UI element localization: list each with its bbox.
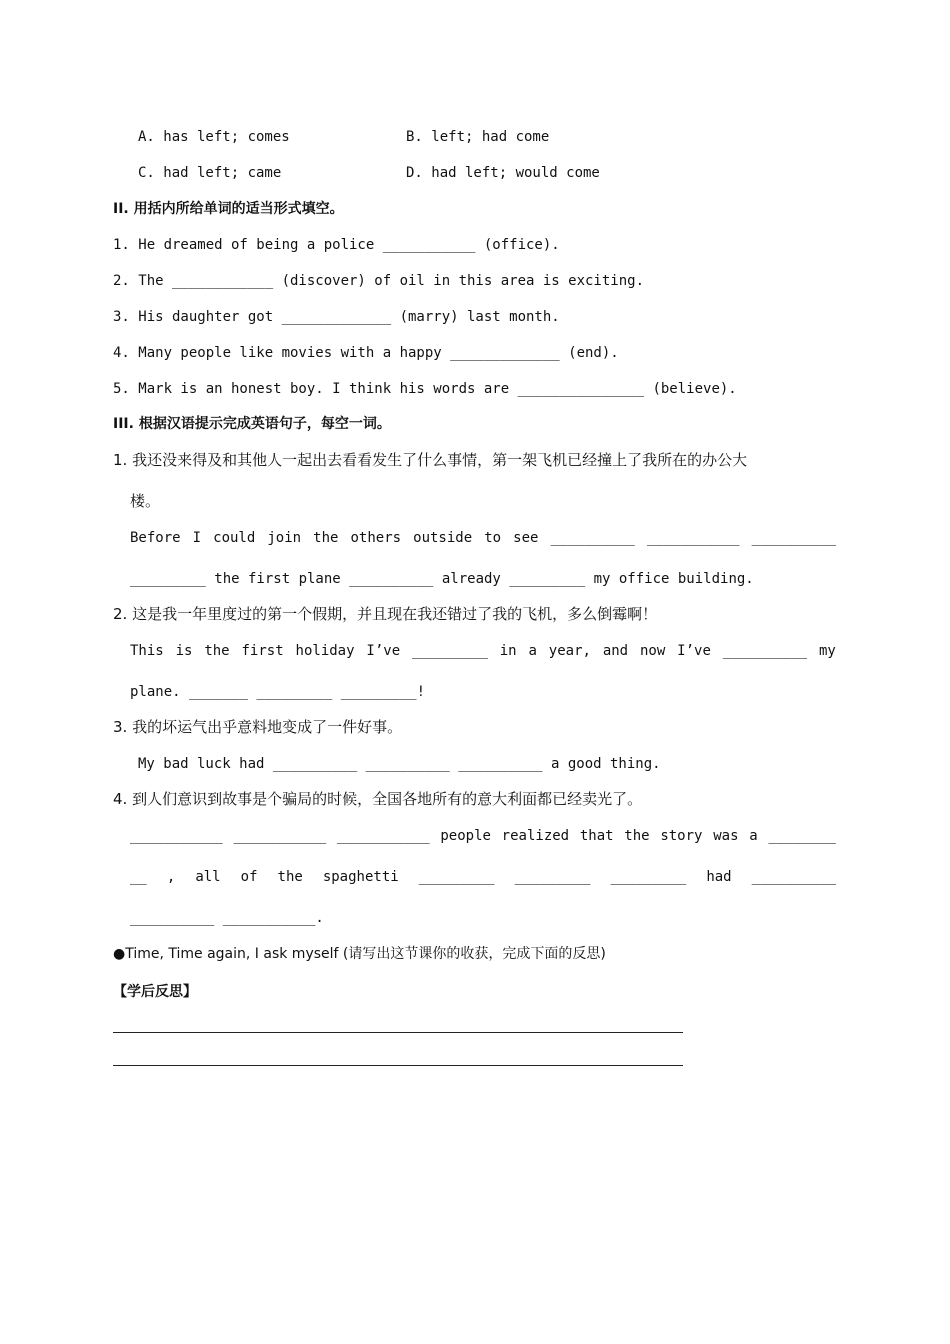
section-2-title: II. 用括内所给单词的适当形式填空。 (113, 201, 344, 217)
word: Before (130, 530, 181, 546)
answer-blank: __________ (751, 530, 836, 546)
section-3-title: III. 根据汉语提示完成英语句子，每空一词。 (113, 416, 391, 432)
q4-english-line-3: __________ ___________. (130, 910, 324, 926)
answer-blank: _________ (514, 869, 591, 885)
answer-blank: __ (130, 869, 147, 885)
word: realized (501, 828, 570, 844)
word: holiday (295, 643, 355, 659)
word: I’ve (366, 643, 401, 659)
writing-line-1 (113, 1032, 683, 1033)
writing-line-2 (113, 1065, 683, 1066)
word: year, (548, 643, 591, 659)
answer-blank: ___________ (646, 530, 740, 546)
q2-english-line-1 (130, 641, 836, 661)
q1-english-line-1 (130, 528, 836, 548)
word: the (277, 869, 303, 885)
word: is (175, 643, 193, 659)
section-2-item-1: 1. He dreamed of being a police ___________ (office). (113, 237, 560, 253)
word: the (313, 530, 339, 546)
word: first (241, 643, 284, 659)
q4-english-line-2 (130, 867, 836, 887)
reflection-heading: 【学后反思】 (113, 984, 197, 1000)
option-b: B. left; had come (406, 129, 550, 145)
word: spaghetti (322, 869, 399, 885)
word: had (706, 869, 732, 885)
q1-chinese-line-2: 楼。 (130, 492, 161, 510)
answer-blank: ___________ (336, 828, 430, 844)
word: to (484, 530, 502, 546)
q4-chinese: 4. 到人们意识到故事是个骗局的时候，全国各地所有的意大利面都已经卖光了。 (113, 790, 643, 808)
word: my (818, 643, 836, 659)
word: see (513, 530, 539, 546)
word: I (192, 530, 202, 546)
option-d: D. had left; would come (406, 165, 600, 181)
word: others (350, 530, 402, 546)
reflection-prompt: ●Time, Time again, I ask myself (请写出这节课你的收获，完成下面的反思) (113, 946, 606, 962)
word: This (130, 643, 164, 659)
word: I’ve (677, 643, 711, 659)
word: story (660, 828, 703, 844)
word: all (195, 869, 221, 885)
answer-blank: _________ (610, 869, 687, 885)
q1-chinese-line-1: 1. 我还没来得及和其他人一起出去看看发生了什么事情，第一架飞机已经撞上了我所在的办公大 (113, 451, 748, 469)
word: outside (413, 530, 473, 546)
q3-chinese: 3. 我的坏运气出乎意料地变成了一件好事。 (113, 718, 403, 736)
answer-blank: __________ (751, 869, 836, 885)
option-c: C. had left; came (138, 165, 282, 181)
answer-blank: __________ (550, 530, 635, 546)
word: now (640, 643, 666, 659)
word: join (267, 530, 302, 546)
answer-blank: ___________ (233, 828, 327, 844)
word: people (440, 828, 491, 844)
word: of (240, 869, 258, 885)
word: and (602, 643, 629, 659)
word: could (213, 530, 256, 546)
answer-blank: __________ (722, 643, 808, 659)
section-2-item-3: 3. His daughter got _____________ (marry) last month. (113, 309, 560, 325)
q1-english-line-2: _________ the first plane __________ already _________ my office building. (130, 571, 754, 587)
word: the (624, 828, 650, 844)
q2-chinese: 2. 这是我一年里度过的第一个假期，并且现在我还错过了我的飞机，多么倒霉啊！ (113, 605, 658, 623)
word: was (713, 828, 739, 844)
answer-blank: _________ (418, 869, 495, 885)
word: in (499, 643, 517, 659)
answer-blank: _________ (412, 643, 488, 659)
q2-english-line-2: plane. _______ _________ _________! (130, 684, 426, 700)
answer-blank: ________ (768, 828, 836, 844)
section-2-item-2: 2. The ____________ (discover) of oil in this area is exciting. (113, 273, 645, 289)
q4-english-line-1 (130, 826, 836, 846)
word: a (749, 828, 758, 844)
word: that (579, 828, 614, 844)
answer-blank: ___________ (130, 828, 223, 844)
word: the (204, 643, 230, 659)
word: a (528, 643, 537, 659)
section-2-item-5: 5. Mark is an honest boy. I think his words are _______________ (believe). (113, 381, 737, 397)
option-a: A. has left; comes (138, 129, 290, 145)
section-2-item-4: 4. Many people like movies with a happy _____________ (end). (113, 345, 619, 361)
word: , (166, 869, 176, 885)
q3-english: My bad luck had __________ __________ __________ a good thing. (138, 756, 661, 772)
